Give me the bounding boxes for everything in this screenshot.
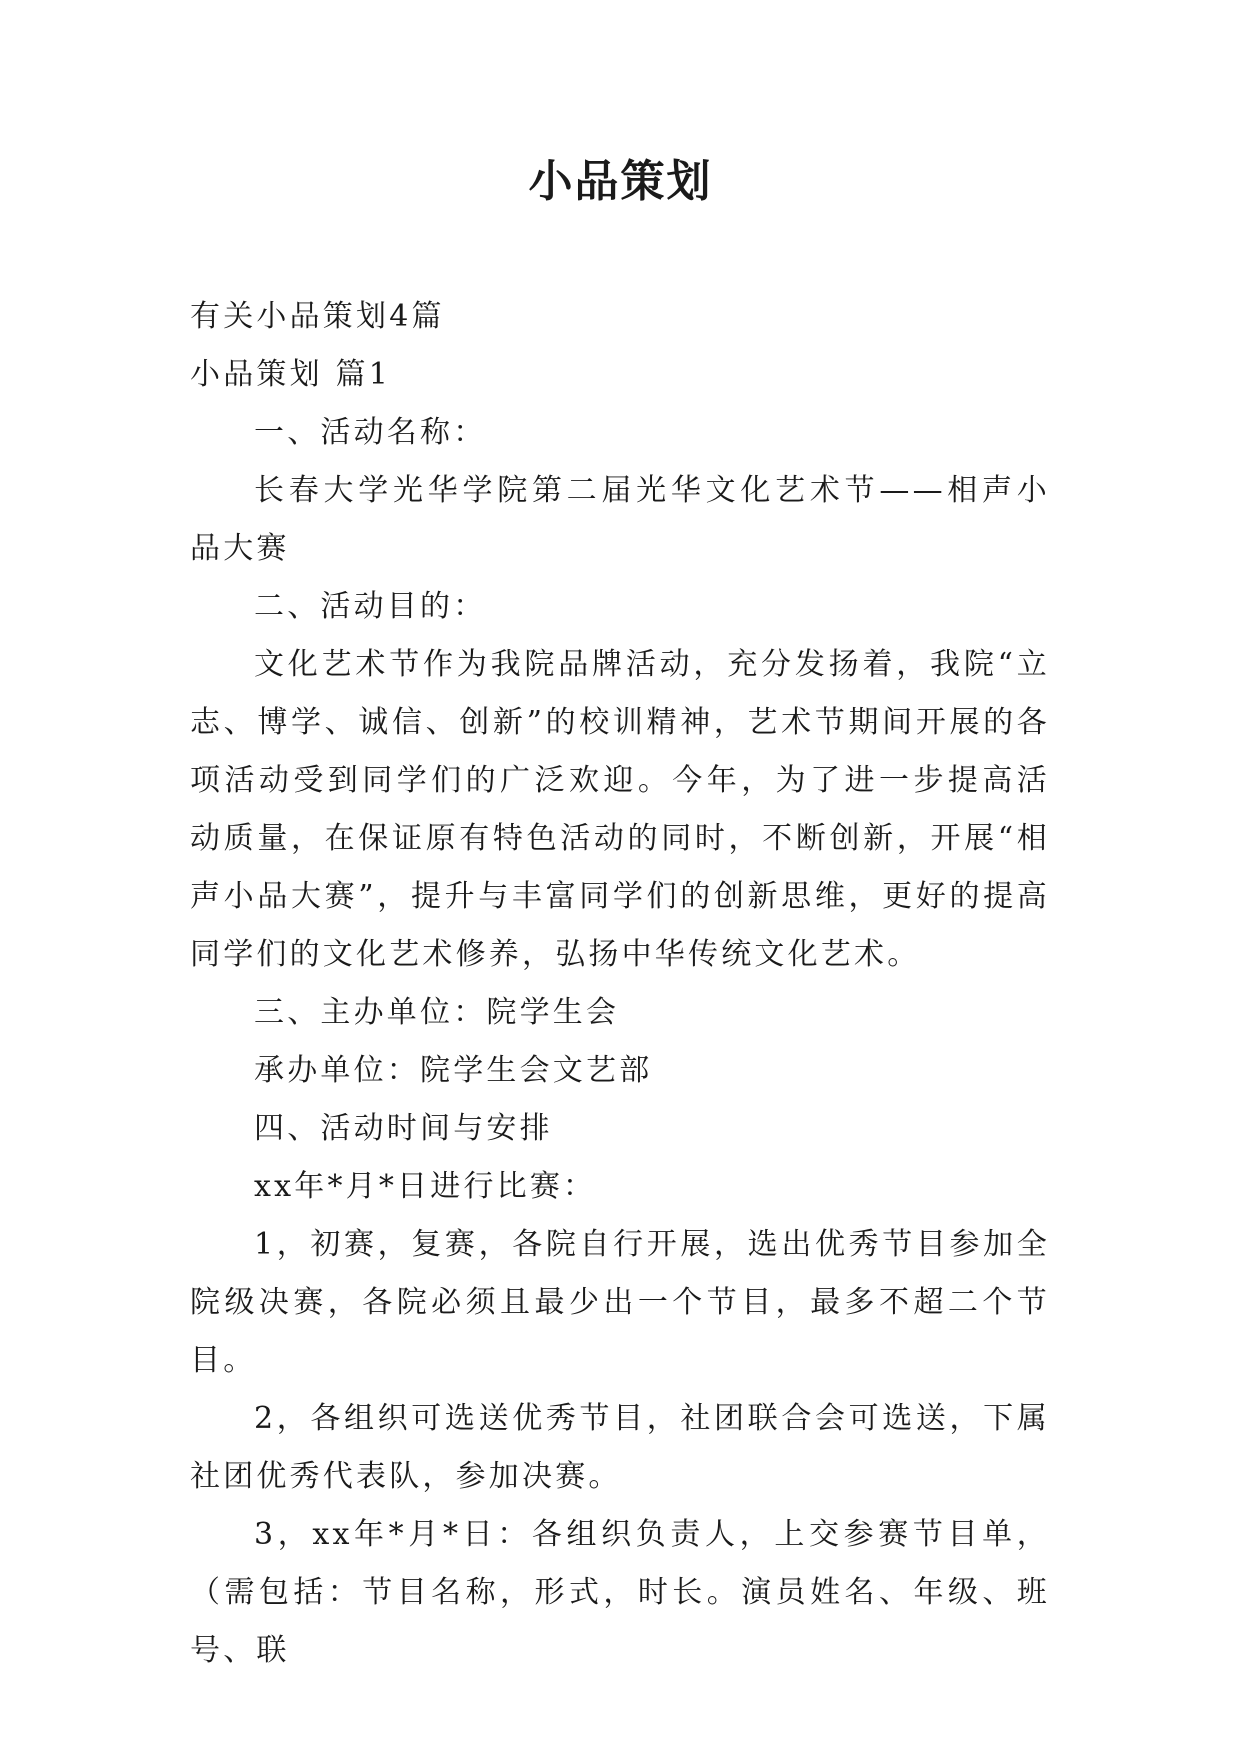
document-body bbox=[190, 288, 1050, 1680]
paragraph: 2，各组织可选送优秀节目，社团联合会可选送，下属社团优秀代表队，参加决赛。 bbox=[190, 1401, 1050, 1494]
paragraph: 1，初赛，复赛，各院自行开展，选出优秀节目参加全院级决赛，各院必须且最少出一个节目，最多不超二个节目。 bbox=[190, 1227, 1050, 1378]
paragraph: 三、主办单位：院学生会 bbox=[254, 995, 620, 1030]
paragraph: 二、活动目的： bbox=[254, 589, 487, 624]
paragraph: 3，xx年*月*日：各组织负责人，上交参赛节目单，（需包括：节目名称，形式，时长。演员姓名、年级、班号、联 bbox=[190, 1517, 1050, 1668]
paragraph: 文化艺术节作为我院品牌活动，充分发扬着，我院“立志、博学、诚信、创新”的校训精神，艺术节期间开展的各项活动受到同学们的广泛欢迎。今年，为了进一步提高活动质量，在保证原有特色活动的同时，不断创新，开展“相声小品大赛”，提升与丰富同学们的创新思维，更好的提高同学们的文化艺术修养，弘扬中华传统文化艺术。 bbox=[190, 647, 1050, 972]
paragraph: 承办单位：院学生会文艺部 bbox=[254, 1053, 653, 1088]
section-heading: 小品策划 篇1 bbox=[190, 357, 392, 392]
paragraph: 一、活动名称： bbox=[254, 415, 487, 450]
paragraph: 长春大学光华学院第二届光华文化艺术节——相声小品大赛 bbox=[190, 473, 1050, 566]
doc-subtitle: 有关小品策划4篇 bbox=[190, 299, 445, 334]
paragraph: xx年*月*日进行比赛： bbox=[254, 1169, 597, 1204]
document-title: 小品策划 bbox=[528, 156, 713, 207]
paragraph: 四、活动时间与安排 bbox=[254, 1111, 553, 1146]
